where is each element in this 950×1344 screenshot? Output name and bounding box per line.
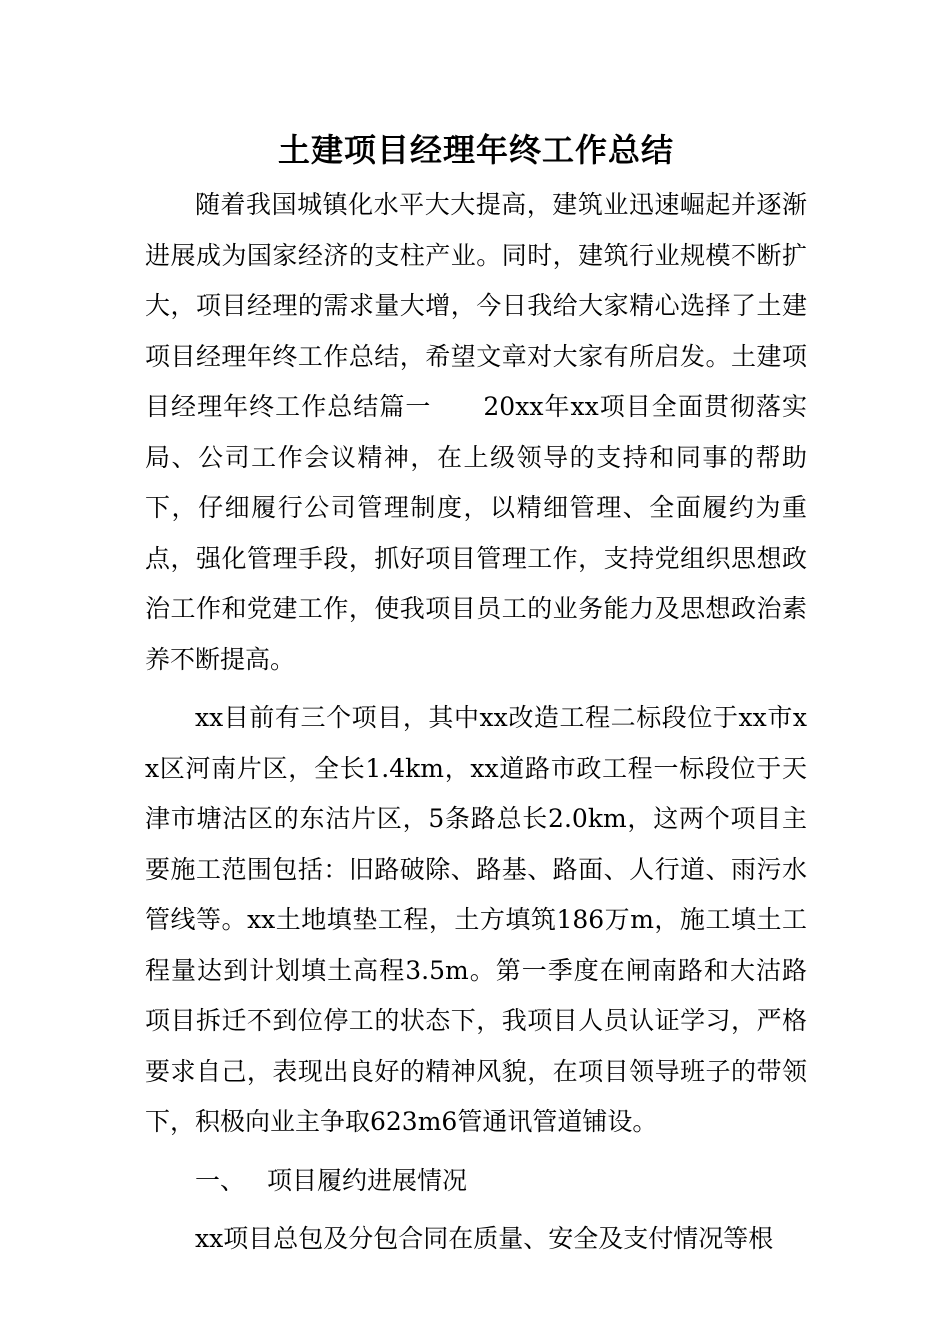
- contract-paragraph: xx项目总包及分包合同在质量、安全及支付情况等根: [195, 1224, 774, 1253]
- section-title: 项目履约进展情况: [267, 1165, 468, 1195]
- document-page: [145, 128, 807, 1265]
- document-title: 土建项目经理年终工作总结: [277, 131, 674, 169]
- intro-text: 随着我国城镇化水平大大提高，建筑业迅速崛起并逐渐进展成为国家经济的支柱产业。同时，建筑行业规模不断扩大，项目经理的需求量大增，今日我给大家精心选择了土建项目经理年终工作总结，希望文章对大家有所启发。: [145, 190, 807, 371]
- part-one-label: 土建项目经理年终工作总结篇一: [145, 341, 807, 421]
- section-number: 一、: [195, 1165, 246, 1195]
- projects-paragraph: xx目前有三个项目，其中xx改造工程二标段位于xx市xx区河南片区，全长1.4km，xx道路市政工程一标段位于天津市塘沽区的东沽片区，5条路总长2.0km，这两个项目主要施工范围包括：旧路破除、路基、路面、人行道、雨污水管线等。xx土地填垫工程，土方填筑186万m，施工填土工程量达到计划填土高程3.5m。第一季度在闸南路和大沽路项目拆迁不到位停工的状态下，我项目人员认证学习，严格要求自己，表现出良好的精神风貌，在项目领导班子的带领下，积极向业主争取623m6管通讯管道铺设。: [145, 703, 807, 1136]
- intro-paragraph: [145, 180, 807, 685]
- section-heading-one: [145, 1156, 807, 1207]
- part-one-body: 20xx年xx项目全面贯彻落实局、公司工作会议精神，在上级领导的支持和同事的帮助下，仔细履行公司管理制度，以精细管理、全面履约为重点，强化管理手段，抓好项目管理工作，支持党组织思想政治工作和党建工作，使我项目员工的业务能力及思想政治素养不断提高。: [145, 392, 807, 674]
